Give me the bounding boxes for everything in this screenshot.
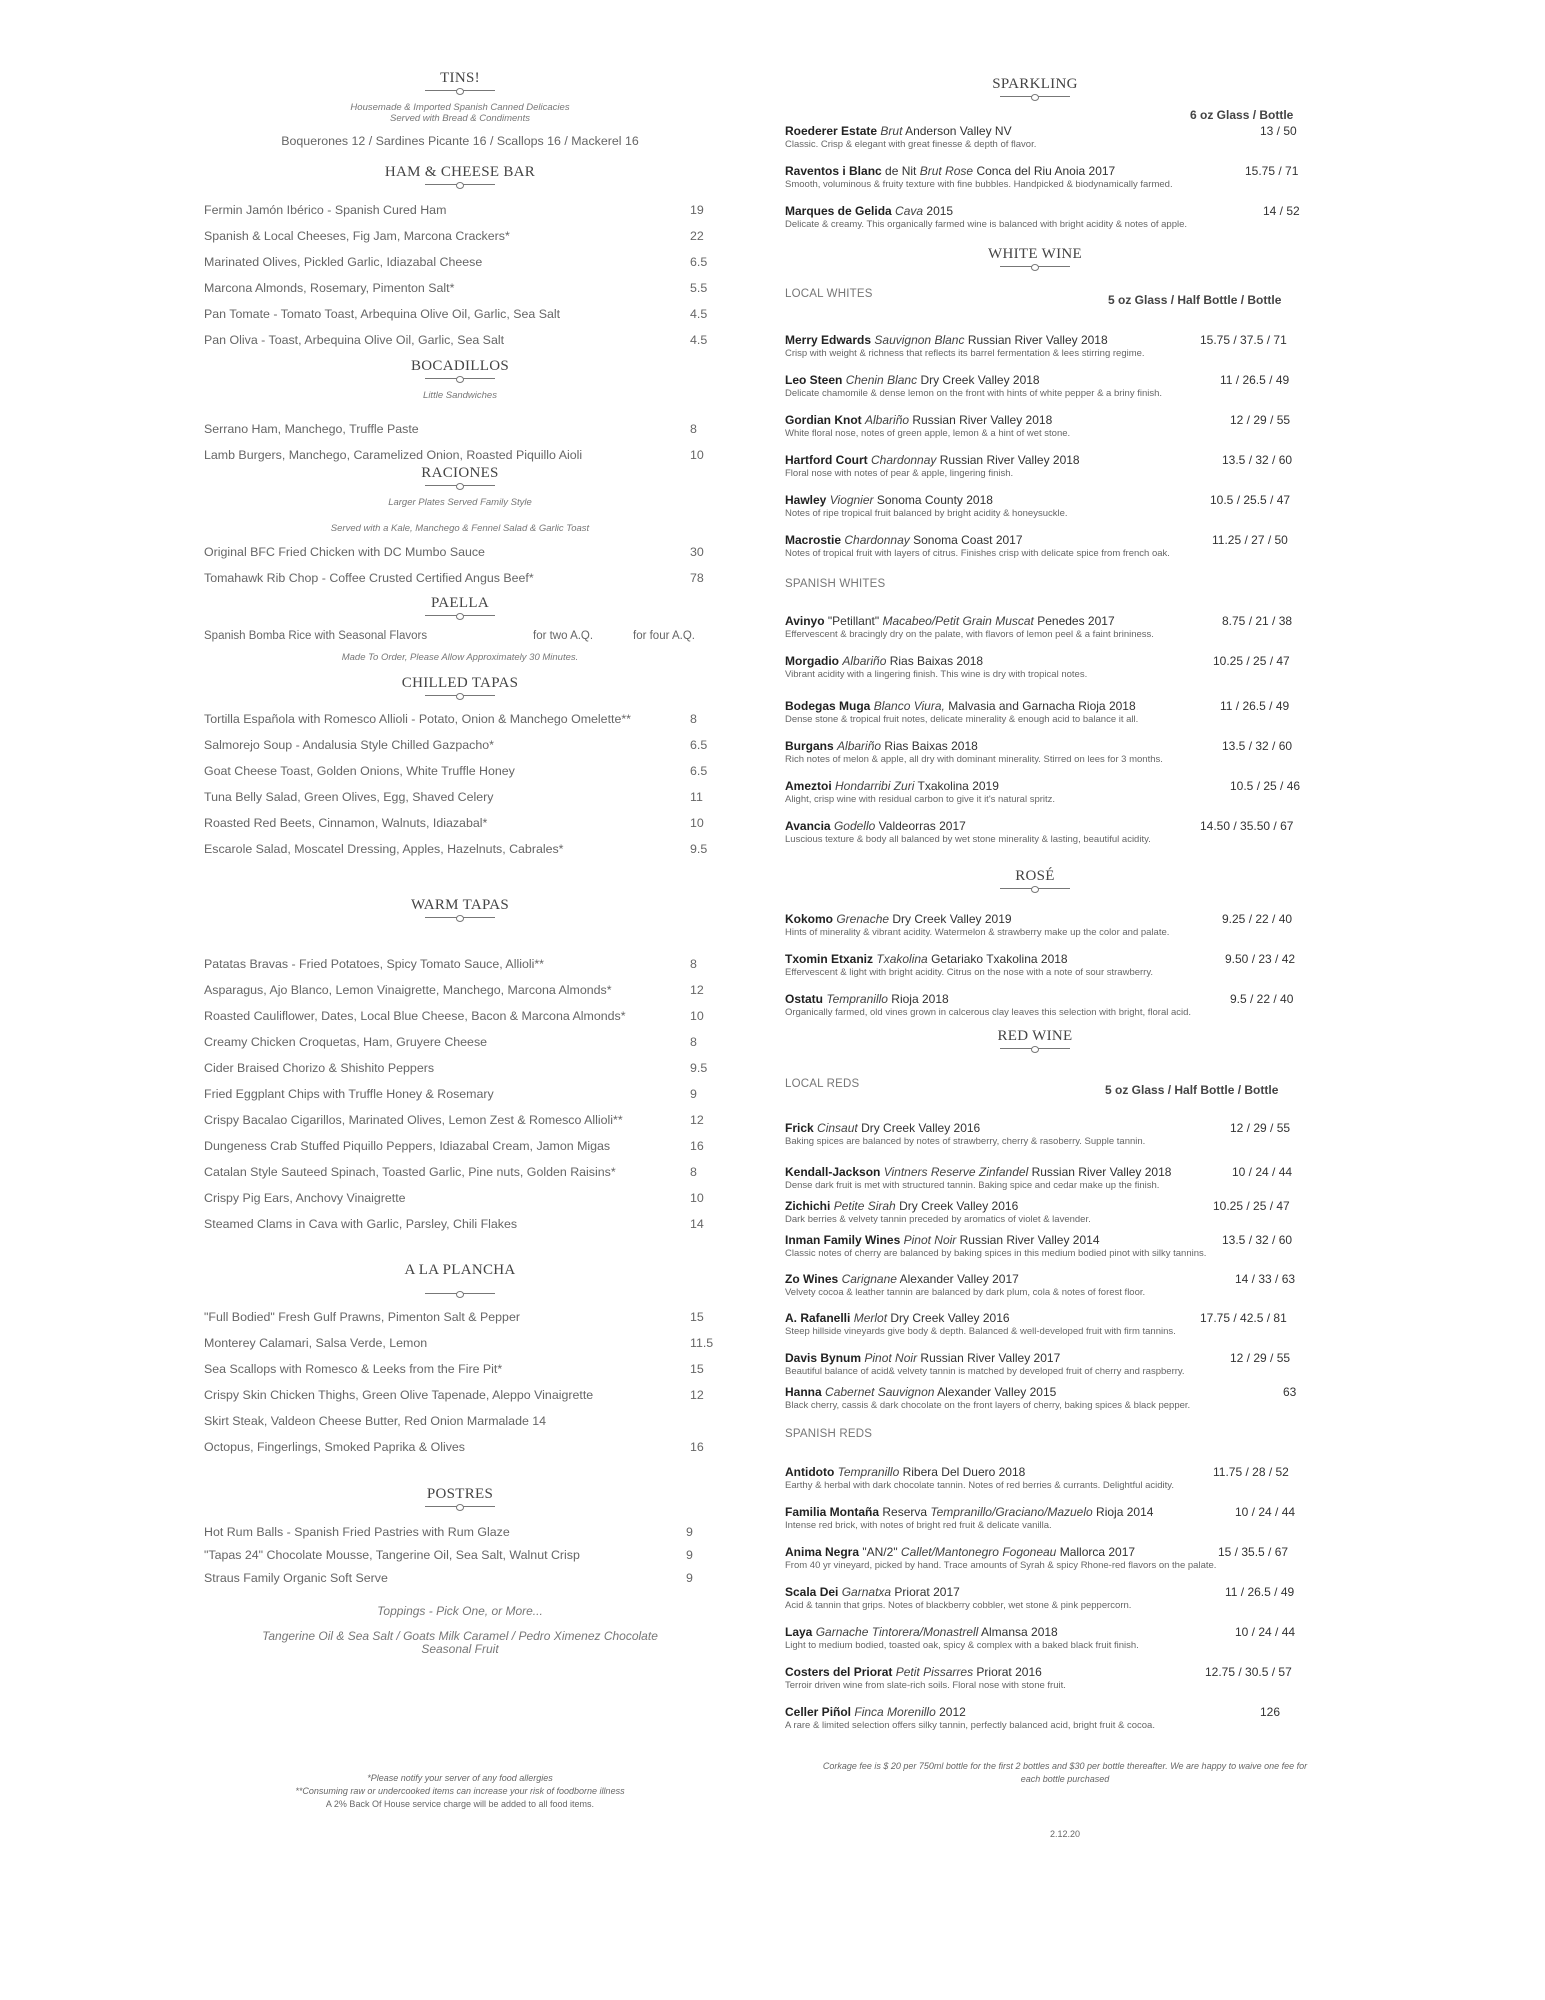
paella-note: Made To Order, Please Allow Approximately 30 Minutes. (341, 652, 579, 663)
wine-item: Burgans Albariño Rias Baixas 2018 13.5 / 32 / 60 Rich notes of melon & apple, all dry with dominant minerality. Stirred on lees for 3 months. (785, 739, 1293, 765)
raciones-note-1: Larger Plates Served Family Style (388, 497, 532, 508)
menu-date: 2.12.20 (1049, 1829, 1081, 1839)
section-title-postres: POSTRES (200, 1486, 720, 1507)
wine-item: Zo Wines Carignane Alexander Valley 2017 14 / 33 / 63 Velvety cocoa & leather tannin are balanced by dark plum, cola & notes of forest floor. (785, 1272, 1296, 1298)
wine-item: Kendall-Jackson Vintners Reserve Zinfandel Russian River Valley 2018 10 / 24 / 44 Dense dark fruit is met with structured tannin. Baking spice and cedar make up the finish. (785, 1165, 1293, 1191)
tins-note-2: Served with Bread & Condiments (390, 113, 530, 124)
wine-item: Ameztoi Hondarribi Zuri Txakolina 2019 10.5 / 25 / 46 Alight, crisp wine with residual carbon to give it it's natural spritz. (785, 779, 1301, 805)
wine-item: Anima Negra "AN/2" Callet/Mantonegro Fogoneau Mallorca 2017 15 / 35.5 / 67 From 40 yr vineyard, picked by hand. Trace amounts of Syrah & spicy Rhone-red flavors on the palate. (785, 1545, 1289, 1571)
white-price-header: 5 oz Glass / Half Bottle / Bottle (1108, 293, 1282, 307)
section-title-warm-tapas: WARM TAPAS (200, 897, 720, 918)
toppings-title: Toppings - Pick One, or More... (377, 1604, 543, 1618)
section-title-white-wine: WHITE WINE (785, 246, 1285, 267)
section-title-red-wine: RED WINE (785, 1028, 1285, 1049)
sparkling-price-header: 6 oz Glass / Bottle (1190, 108, 1294, 122)
section-title-ham-cheese: HAM & CHEESE BAR (200, 164, 720, 185)
section-title-tins: TINS! (200, 70, 720, 91)
wine-item: Leo Steen Chenin Blanc Dry Creek Valley 2018 11 / 26.5 / 49 Delicate chamomile & dense lemon on the front with hints of white pepper & a briny finish. (785, 373, 1290, 399)
section-title-rose: ROSÉ (785, 868, 1285, 889)
wine-item: Marques de Gelida Cava 2015 14 / 52 Delicate & creamy. This organically farmed wine is balanced with bright acidity & notes of apple. (785, 204, 1300, 230)
paella-for-four: for four A.Q. (633, 630, 695, 642)
wine-item: Morgadio Albariño Rias Baixas 2018 10.25 / 25 / 47 Vibrant acidity with a lingering finish. This wine is dry with tropical notes. (785, 654, 1290, 680)
red-price-header: 5 oz Glass / Half Bottle / Bottle (1105, 1083, 1279, 1097)
local-whites-label: LOCAL WHITES (785, 288, 873, 300)
wine-item: Roederer Estate Brut Anderson Valley NV 13 / 50 Classic. Crisp & elegant with great finesse & depth of flavor. (785, 124, 1297, 150)
tins-line: Boquerones 12 / Sardines Picante 16 / Scallops 16 / Mackerel 16 (281, 134, 639, 148)
wine-item: Merry Edwards Sauvignon Blanc Russian River Valley 2018 15.75 / 37.5 / 71 Crisp with weight & richness that reflects its barrel fermentation & lees stirring regime. (785, 333, 1287, 359)
wine-item: Inman Family Wines Pinot Noir Russian River Valley 2014 13.5 / 32 / 60 Classic notes of cherry are balanced by baking spices in this medium bodied pinot with silky tannins. (785, 1233, 1293, 1259)
wine-item: Frick Cinsaut Dry Creek Valley 2016 12 / 29 / 55 Baking spices are balanced by notes of strawberry, cherry & rasoberry. Supple tannin. (785, 1121, 1291, 1147)
wine-item: Kokomo Grenache Dry Creek Valley 2019 9.25 / 22 / 40 Hints of minerality & vibrant acidity. Watermelon & strawberry make up the color and palate. (785, 912, 1293, 938)
wine-item: Bodegas Muga Blanco Viura, Malvasia and Garnacha Rioja 2018 11 / 26.5 / 49 Dense stone & tropical fruit notes, delicate minerality & enough acid to balance it all. (785, 699, 1290, 725)
wine-item: Zichichi Petite Sirah Dry Creek Valley 2016 10.25 / 25 / 47 Dark berries & velvety tannin preceded by aromatics of violet & lavender. (785, 1199, 1290, 1225)
wine-item: Scala Dei Garnatxa Priorat 2017 11 / 26.5 / 49 Acid & tannin that grips. Notes of blackberry cobbler, wet stone & pink peppercorn. (785, 1585, 1295, 1611)
spanish-reds-label: SPANISH REDS (785, 1428, 873, 1440)
wine-item: Antidoto Tempranillo Ribera Del Duero 2018 11.75 / 28 / 52 Earthy & herbal with dark chocolate tannin. Notes of red berries & currants. Delightful acidity. (785, 1465, 1289, 1491)
wine-item: Hawley Viognier Sonoma County 2018 10.5 / 25.5 / 47 Notes of ripe tropical fruit balanced by bright acidity & honeysuckle. (785, 493, 1291, 519)
paella-for-two: for two A.Q. (533, 630, 594, 642)
tins-note-1: Housemade & Imported Spanish Canned Delicacies (350, 102, 570, 113)
wine-item: Costers del Priorat Petit Pissarres Priorat 2016 12.75 / 30.5 / 57 Terroir driven wine from slate-rich soils. Floral nose with stone fruit. (785, 1665, 1292, 1691)
wine-item: Avancia Godello Valdeorras 2017 14.50 / 35.50 / 67 Luscious texture & body all balanced by wet stone minerality & lasting, beautiful acidity. (785, 819, 1294, 845)
toppings-line-2: Seasonal Fruit (421, 1642, 499, 1656)
section-title-raciones: RACIONES (200, 465, 720, 486)
corkage-note-1: Corkage fee is $ 20 per 750ml bottle for the first 2 bottles and $30 per bottle thereafter. We are happy to waive one fee for (822, 1761, 1308, 1771)
raciones-note-2: Served with a Kale, Manchego & Fennel Salad & Garlic Toast (330, 523, 590, 534)
wine-item: Familia Montaña Reserva Tempranillo/Graciano/Mazuelo Rioja 2014 10 / 24 / 44 Intense red brick, with notes of bright red fruit & delicate vanilla. (785, 1505, 1296, 1531)
allergy-note: *Please notify your server of any food allergies (367, 1773, 553, 1783)
corkage-note-2: each bottle purchased (1020, 1774, 1110, 1784)
wine-item: Avinyo "Petillant" Macabeo/Petit Grain Muscat Penedes 2017 8.75 / 21 / 38 Effervescent & bracingly dry on the palate, with flavors of lemon peel & a faint brininess. (785, 614, 1293, 640)
section-title-paella: PAELLA (200, 595, 720, 616)
wine-item: A. Rafanelli Merlot Dry Creek Valley 2016 17.75 / 42.5 / 81 Steep hillside vineyards give body & depth. Balanced & well-developed fruit with firm tannins. (785, 1311, 1287, 1337)
wine-item: Ostatu Tempranillo Rioja 2018 9.5 / 22 / 40 Organically farmed, old vines grown in calcerous clay leaves this selection with bright, floral acid. (785, 992, 1294, 1018)
bocadillos-note: Little Sandwiches (423, 390, 497, 401)
wine-item: Macrostie Chardonnay Sonoma Coast 2017 11.25 / 27 / 50 Notes of tropical fruit with layers of citrus. Finishes crisp with delicate spice from french oak. (785, 533, 1288, 559)
spanish-whites-label: SPANISH WHITES (785, 578, 886, 590)
local-reds-label: LOCAL REDS (785, 1078, 860, 1090)
wine-item: Hanna Cabernet Sauvignon Alexander Valley 2015 63 Black cherry, cassis & dark chocolate on the front layers of cherry, baking spices & black pepper. (785, 1385, 1297, 1411)
raw-food-note: **Consuming raw or undercooked items can increase your risk of foodborne illness (295, 1786, 625, 1796)
section-title-sparkling: SPARKLING (785, 76, 1285, 97)
wine-item: Celler Piñol Finca Morenillo 2012 126 A rare & limited selection offers silky tannin, perfectly balanced acid, bright fruit & cocoa. (785, 1705, 1281, 1731)
section-title-chilled-tapas: CHILLED TAPAS (200, 675, 720, 696)
wine-item: Davis Bynum Pinot Noir Russian River Valley 2017 12 / 29 / 55 Beautiful balance of acid& velvety tannin is matched by developed fruit of cherry and raspberry. (785, 1351, 1291, 1377)
toppings-line-1: Tangerine Oil & Sea Salt / Goats Milk Caramel / Pedro Ximenez Chocolate (262, 1629, 658, 1643)
wine-item: Txomin Etxaniz Txakolina Getariako Txakolina 2018 9.50 / 23 / 42 Effervescent & light with bright acidity. Citrus on the nose with a note of sour strawberry. (785, 952, 1296, 978)
wine-item: Laya Garnache Tintorera/Monastrell Almansa 2018 10 / 24 / 44 Light to medium bodied, toasted oak, spicy & complex with a baked black fruit finish. (785, 1625, 1296, 1651)
wine-item: Raventos i Blanc de Nit Brut Rose Conca del Riu Anoia 2017 15.75 / 71 Smooth, voluminous & fruity texture with fine bubbles. Handpicked & biodynamically farmed. (785, 164, 1299, 190)
wine-item: Gordian Knot Albariño Russian River Valley 2018 12 / 29 / 55 White floral nose, notes of green apple, lemon & a hint of wet stone. (785, 413, 1291, 439)
service-charge-note: A 2% Back Of House service charge will be added to all food items. (325, 1799, 595, 1809)
section-title-a-la-plancha: A LA PLANCHA (200, 1262, 720, 1294)
wine-item: Hartford Court Chardonnay Russian River Valley 2018 13.5 / 32 / 60 Floral nose with notes of pear & apple, lingering finish. (785, 453, 1293, 479)
section-title-bocadillos: BOCADILLOS (200, 358, 720, 379)
